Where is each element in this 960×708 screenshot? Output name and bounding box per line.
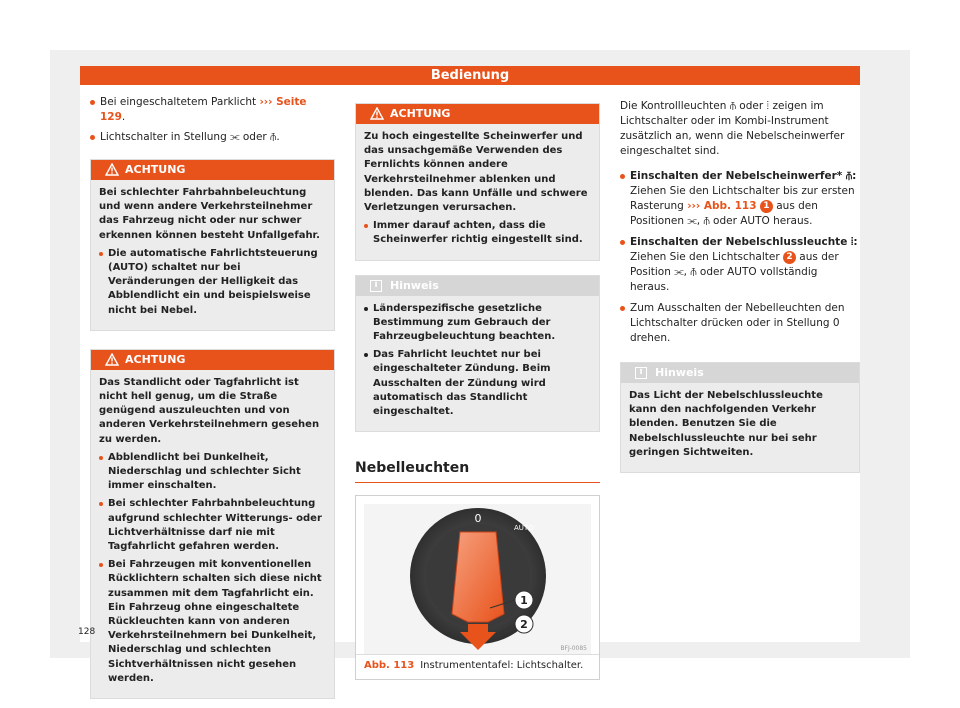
bullet-icon <box>99 563 103 567</box>
bullet-icon <box>99 502 103 506</box>
page-reference-link[interactable]: ››› Seite 129 <box>100 96 307 123</box>
page-header: Bedienung <box>80 66 860 85</box>
warning-bullet: Die automatische Fahrlichtsteuerung (AUTO) schaltet nur bei Veränderungen der Helligkeit das Abblendlicht ein und beispielsweise nicht bei Nebel. <box>99 247 326 318</box>
warning-box <box>90 349 335 699</box>
figure-label: Abb. 113 <box>364 660 415 672</box>
callout-badge: 2 <box>783 251 796 264</box>
bullet-icon <box>99 252 103 256</box>
light-switch-drawing <box>364 504 591 654</box>
note-box <box>355 275 600 433</box>
warning-text: Zu hoch eingestellte Scheinwerfer und das unsachgemäße Verwenden des Fernlichts können andere Verkehrsteilnehmer ablenken und blenden. Das kann Unfälle und schwere Verletzungen verursachen. <box>364 131 588 214</box>
list-item: Bei eingeschaltetem Parklicht ››› Seite 129. <box>90 95 335 125</box>
bullet-icon <box>364 224 368 228</box>
warning-header: ACHTUNG <box>356 104 599 124</box>
warning-triangle-icon <box>105 353 119 366</box>
callout-badge: 1 <box>760 200 773 213</box>
note-header: i Hinweis <box>621 363 859 383</box>
callout-2: 2 <box>520 618 528 632</box>
warning-box <box>355 103 600 261</box>
bullet-icon <box>364 353 368 357</box>
note-bullet: Das Fahrlicht leuchtet nur bei eingeschalteter Zündung. Beim Ausschalten der Zündung wird automatisch das Standlicht eingeschaltet. <box>364 348 591 419</box>
list-item: Lichtschalter in Stellung ⫘ oder ⫚. <box>90 130 335 145</box>
warning-box <box>90 159 335 331</box>
note-text: Das Licht der Nebelschlussleuchte kann den nachfolgenden Verkehr blenden. Benutzen Sie die Nebelschlussleuchte nur bei sehr geringen Sichtweiten. <box>629 390 823 458</box>
note-box <box>620 362 860 473</box>
figure <box>355 495 600 680</box>
bullet-icon <box>620 174 625 179</box>
info-icon: i <box>370 280 382 292</box>
bullet-icon <box>90 135 95 140</box>
warning-bullet: Abblendlicht bei Dunkelheit, Niederschlag und schlechter Sicht immer einschalten. <box>99 451 326 494</box>
figure-reference-link[interactable]: ››› Abb. 113 <box>687 200 757 212</box>
light-switch-illustration <box>364 504 591 654</box>
warning-triangle-icon <box>370 107 384 120</box>
bullet-icon <box>620 240 625 245</box>
warning-header: ACHTUNG <box>91 160 334 180</box>
position-zero-label: 0 <box>474 512 482 526</box>
list-item: Einschalten der Nebelscheinwerfer* ⫚: Ziehen Sie den Lichtschalter bis zur ersten Rasterung ››› Abb. 113 1 aus den Positionen ⫘, ⫚ oder AUTO heraus. <box>620 169 860 229</box>
intro-paragraph: Die Kontrollleuchten ⫚ oder ⦙ zeigen im Lichtschalter oder im Kombi-Instrument zusätzlich an, wenn die Nebelscheinwerfer eingeschaltet sind. <box>620 100 845 157</box>
warning-header: ACHTUNG <box>91 350 334 370</box>
note-header: i Hinweis <box>356 276 599 296</box>
figure-caption: Abb. 113 Instrumententafel: Lichtschalter. <box>356 654 599 679</box>
section-title: Nebelleuchten <box>355 460 600 483</box>
bullet-icon <box>99 456 103 460</box>
bullet-icon <box>90 100 95 105</box>
info-icon: i <box>635 367 647 379</box>
position-auto-label: AUTO <box>514 524 534 533</box>
callout-1: 1 <box>520 594 528 608</box>
list-item: Zum Ausschalten der Nebelleuchten den Lichtschalter drücken oder in Stellung 0 drehen. <box>620 301 860 346</box>
figure-code: BFJ-0085 <box>560 645 587 653</box>
column-right <box>620 99 860 473</box>
warning-text: Das Standlicht oder Tagfahrlicht ist nicht hell genug, um die Straße genügend auszuleuchten und von anderen Verkehrsteilnehmern gesehen zu werden. <box>99 376 320 445</box>
warning-triangle-icon <box>105 163 119 176</box>
warning-bullet: Bei Fahrzeugen mit konventionellen Rücklichtern schalten sich diese nicht zusammen mit dem Tagfahrlicht ein. Ein Fahrzeug ohne eingeschaltete Rückleuchten kann von anderen Verkehrsteilnehmern bei Dunkelheit, Niederschlag und schlechten Sichtverhältnissen nicht gesehen werden. <box>99 558 326 686</box>
page-number: 128 <box>78 627 96 637</box>
column-left <box>90 95 335 699</box>
warning-bullet: Immer darauf achten, dass die Scheinwerfer richtig eingestellt sind. <box>364 219 591 247</box>
list-item: Einschalten der Nebelschlussleuchte ⦙: Ziehen Sie den Lichtschalter 2 aus der Position ⫘, ⫚ oder AUTO vollständig heraus. <box>620 235 860 295</box>
note-bullet: Länderspezifische gesetzliche Bestimmung zum Gebrauch der Fahrzeugbeleuchtung beachten. <box>364 302 591 345</box>
bullet-icon <box>620 306 625 311</box>
warning-text: Bei schlechter Fahrbahnbeleuchtung und wenn andere Verkehrsteilnehmer das Fahrzeug nicht oder nur schwer erkennen können besteht Unfallgefahr. <box>99 187 320 241</box>
bullet-icon <box>364 307 368 311</box>
column-middle <box>355 103 600 680</box>
warning-bullet: Bei schlechter Fahrbahnbeleuchtung aufgrund schlechter Witterungs- oder Lichtverhältnisse darf nie mit Tagfahrlicht gefahren werden. <box>99 497 326 554</box>
